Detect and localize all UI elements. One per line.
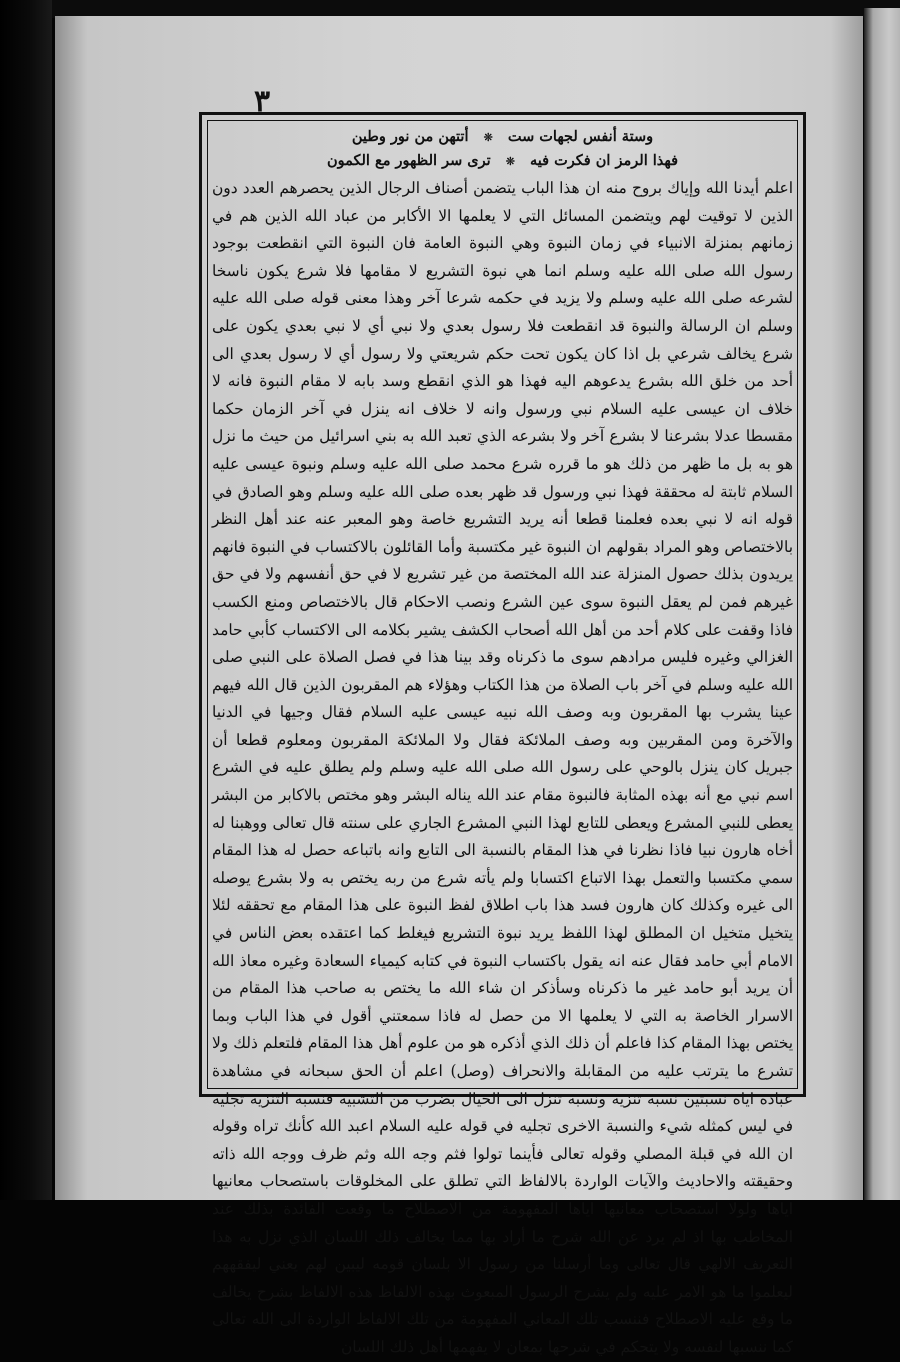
adjacent-page-edge <box>864 8 900 1200</box>
verse-hemistich-left: أتتهن من نور وطين <box>351 128 469 145</box>
verse-hemistich-left: ترى سر الظهور مع الكمون <box>326 152 491 169</box>
verse-separator-icon: ❊ <box>483 131 493 144</box>
verse-line-2 <box>212 149 793 173</box>
verse-hemistich-right: وستة أنفس لجهات ست <box>507 128 654 145</box>
book-spine <box>0 0 52 1200</box>
body-text <box>212 175 793 1362</box>
verse-separator-icon: ❊ <box>505 155 515 168</box>
verse-hemistich-right: فهذا الرمز ان فكرت فيه <box>530 152 679 169</box>
page-number: ٣ <box>253 84 271 119</box>
verse-line-1 <box>212 125 793 149</box>
page-content <box>212 125 793 1356</box>
body-paragraph: اعلم أيدنا الله وإياك بروح منه ان هذا الباب يتضمن أصناف الرجال الذين يحصرهم العدد دون الذين لا توقيت لهم ويتضمن المسائل التي لا يعلمها الا الأكابر من عباد الله الذين هم في زمانهم بمنزلة الانبياء في زمان النبوة وهي النبوة العامة فان النبوة التي انقطعت بوجود رسول الله صلى الله عليه وسلم انما هي نبوة التشريع لا مقامها فلا شرع يكون ناسخا لشرعه صلى الله عليه وسلم ولا يزيد في حكمه شرعا آخر وهذا معنى قوله صلى الله عليه وسلم ان الرسالة والنبوة قد انقطعت فلا رسول بعدي ولا نبي أي لا نبي بعدي يكون على شرع يخالف شرعي بل اذا كان يكون تحت حكم شريعتي ولا رسول أي لا رسول بعدي الى أحد من خلق الله بشرع يدعوهم اليه فهذا هو الذي انقطع وسد بابه لا مقام النبوة فانه لا خلاف ان عيسى عليه السلام نبي ورسول وانه لا خلاف انه ينزل في آخر الزمان حكما مقسطا عدلا بشرعنا لا بشرع آخر ولا بشرعه الذي تعبد الله به بني اسرائيل من حيث ما نزل هو به بل ما ظهر من ذلك هو ما قرره شرع محمد صلى الله عليه وسلم ونبوة عيسى عليه السلام ثابتة له محققة فهذا نبي ورسول قد ظهر بعده صلى الله عليه وسلم وهو الصادق في قوله انه لا نبي بعده فعلمنا قطعا أنه يريد التشريع خاصة وهو المعبر عنه عند أهل النظر بالاختصاص وهو المراد بقولهم ان النبوة غير مكتسبة وأما القائلون بالاكتساب في النبوة فانهم يريدون بذلك حصول المنزلة عند الله المختصة من غير تشريع لا في حق أنفسهم ولا في حق غيرهم فمن لم يعقل النبوة سوى عين الشرع ونصب الاحكام قال بالاختصاص ومنع الكسب فاذا وقفت على كلام أحد من أهل الله أصحاب الكشف يشير بكلامه الى الاكتساب كأبي حامد الغزالي وغيره فليس مرادهم سوى ما ذكرناه وقد بينا هذا في فصل الصلاة على النبي صلى الله عليه وسلم في آخر باب الصلاة من هذا الكتاب وهؤلاء هم المقربون الذين قال الله فيهم عينا يشرب بها المقربون وبه وصف الله نبيه عيسى عليه السلام فقال وجيها في الدنيا والآخرة ومن المقربين وبه وصف الملائكة فقال ولا الملائكة المقربون ومعلوم قطعا أن جبريل كان ينزل بالوحي على رسول الله صلى الله عليه وسلم ولم يطلق عليه في الشرع اسم نبي مع أنه بهذه المثابة فالنبوة مقام عند الله يناله البشر وهو مختص بالاكابر من البشر يعطى للنبي المشرع ويعطى للتابع لهذا النبي المشرع الجاري على سنته قال تعالى ووهبنا له أخاه هارون نبيا فاذا نظرنا في هذا المقام بالنسبة الى التابع وانه باتباعه حصل له هذا المقام سمي مكتسبا والتعمل بهذا الاتباع اكتسابا ولم يأته شرع من ربه يختص به ولا بشرع يوصله الى غيره وكذلك كان هارون فسد هذا باب اطلاق لفظ النبوة على هذا المقام مع تحققه لئلا يتخيل متخيل ان المطلق لهذا اللفظ يريد نبوة التشريع فيغلط كما اعتقده بعض الناس في الامام أبي حامد فقال عنه انه يقول باكتساب النبوة في كتابه كيمياء السعادة وغيره معاذ الله أن يريد أبو حامد غير ما ذكرناه وسأذكر ان شاء الله ما يختص به صاحب هذا المقام من الاسرار الخاصة به التي لا يعلمها الا من حصل له فاذا سمعتني أقول في هذا الباب وبما يختص بهذا المقام كذا فاعلم أن ذلك الذي أذكره هو من علوم أهل هذا المقام فلتعلم ذلك ولا تشرع ما يترتب عليه من المقابلة والانحراف (وصل) اعلم أن الحق سبحانه في مشاهدة عباده اياه نسبتين نسبة تنزيه ونسبة تنزل الى الخيال بضرب من التشبيه فنسبة التنزيه تجليه في ليس كمثله شيء والنسبة الاخرى تجليه في قوله عليه السلام اعبد الله كأنك تراه وقوله ان الله في قبلة المصلي وقوله تعالى فأينما تولوا فثم وجه الله وثم ظرف ووجه الله ذاته وحقيقته والاحاديث والآيات الواردة بالالفاظ التي تطلق على المخلوقات باستصحاب معانيها اياها ولولا استصحاب معانيها اياها المفهومة من الاصطلاح ما وقعت الفائدة بذلك عند المخاطب بها اذ لم يرد عن الله شرح ما أراد بها مما يخالف ذلك اللسان الذي نزل به هذا التعريف الالهي قال تعالى وما أرسلنا من رسول الا بلسان قومه ليبين لهم يعني ليفقههم ليعلموا ما هو الامر عليه ولم يشرح الرسول المبعوث بهذه الالفاظ هذه الالفاظ بشرح يخالف ما وقع عليه الاصطلاح فننسب تلك المعاني المفهومة من تلك الالفاظ الواردة الى الله تعالى كما ننسبها لنفسه ولا يتحكم في شرحها بمعان لا يفهمها أهل ذلك اللسان <box>212 179 793 1356</box>
text-frame <box>199 112 806 1356</box>
